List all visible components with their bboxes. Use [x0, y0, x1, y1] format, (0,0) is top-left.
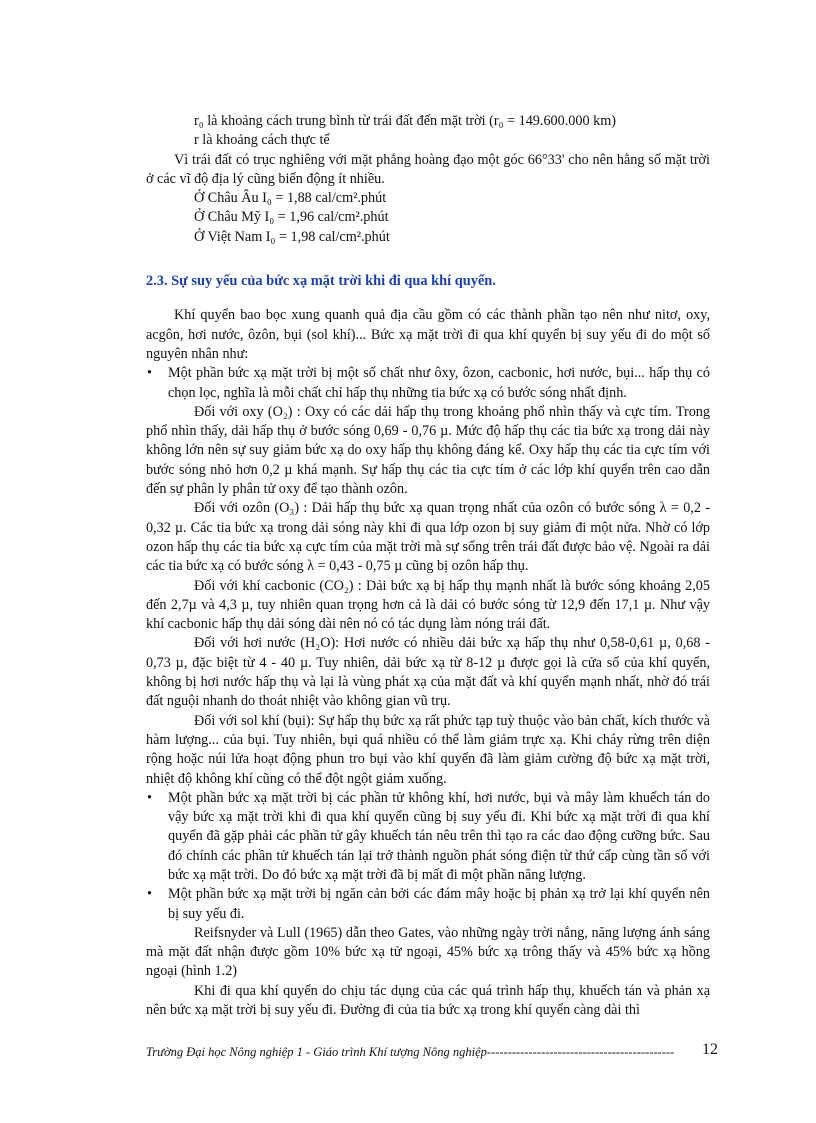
paragraph-path-length: Khi đi qua khí quyển do chịu tác dụng của các quá trình hấp thụ, khuếch tán và phản xạ nên bức xạ mặt trời bị suy yếu đi. Đường đi của tia bức xạ trong khí quyển càng dài thì	[146, 982, 710, 1019]
definition-r0: r₀ là khoảng cách trung bình từ trái đất đến mặt trời (r₀ = 149.600.000 km)	[194, 113, 616, 129]
bullet-dot: •	[147, 365, 152, 382]
bullet-dot: •	[147, 886, 152, 903]
paragraph-atmosphere: Khí quyển bao bọc xung quanh quả địa cầu gồm có các thành phần tạo nên như nitơ, oxy, acgôn, hơi nước, ôzôn, bụi (sol khí)... Bức xạ mặt trời đi qua khí quyển bị suy yếu đi do một số nguyên nhân như:	[146, 307, 710, 362]
paragraph-aerosol: Đối với sol khí (bụi): Sự hấp thụ bức xạ rất phức tạp tuỳ thuộc vào bản chất, kích thước và hàm lượng... của bụi. Tuy nhiên, bụi quá nhiều có thể làm giảm trực xạ. Khi cháy rừng trên diện rộng hoặc núi lửa hoạt động phun tro bụi vào khí quyển đã làm giảm cường độ bức xạ mặt trời, nhiệt độ không khí cũng có thể đột ngột giảm xuống.	[146, 712, 710, 787]
page-body	[146, 112, 710, 1020]
bullet-dot: •	[147, 789, 152, 806]
paragraph-co2: Đối với khí cacbonic (CO₂) : Dải bức xạ bị hấp thụ mạnh nhất là bước sóng khoảng 2,05 đến 2,7µ và 4,3 µ, tuy nhiên quan trọng hơn cả là dải có bước sóng từ 12,9 đến 17,1 µ. Như vậy khí cacbonic hấp thụ dải sóng dài nên nó có tác dụng làm nóng trái đất.	[146, 577, 710, 633]
paragraph-oxygen: Đối với oxy (O₂) : Oxy có các dải hấp thụ trong khoảng phổ nhìn thấy và cực tím. Trong phổ nhìn thấy, dải hấp thụ ở bước sóng 0,69 - 0,76 µ. Mức độ hấp thụ các tia bức xạ trong dải này không lớn nên sự suy giảm bức xạ do oxy hấp thụ không đáng kể. Oxy hấp thụ các tia cực tím với bước sóng nhỏ hơn 0,2 µ khá mạnh. Sự hấp thụ các tia cực tím ở các lớp khí quyển trên cao dẫn đến sự phân ly phân tử oxy để tạo thành ozôn.	[146, 403, 710, 498]
bullet-scattering	[146, 789, 710, 885]
definition-r: r là khoảng cách thực tế	[194, 132, 330, 149]
bullet-scattering-text: Một phần bức xạ mặt trời bị các phần tử không khí, hơi nước, bụi và mây làm khuếch tán do vậy bức xạ mặt trời khi đi qua khí quyển cũng bị suy yếu đi. Khi bức xạ mặt trời đi qua khí quyển đã gặp phải các phần tử gây khuếch tán nêu trên thì tạo ra các dao động cưỡng bức. Sau đó chính các phần tử khuếch tán lại trở thành nguồn phát sóng điện từ thứ cấp cùng tần số với bức xạ mặt trời. Do đó bức xạ mặt trời đã bị mất đi một phần năng lượng.	[168, 789, 710, 883]
bullet-clouds	[146, 885, 710, 924]
bullet-clouds-text: Một phần bức xạ mặt trời bị ngăn cản bởi các đám mây hoặc bị phản xạ trở lại khí quyển nên bị suy yếu đi.	[168, 886, 710, 922]
bullet-absorption	[146, 364, 710, 403]
footer-text: Trường Đại học Nông nghiệp 1 - Giáo trình Khí tượng Nông nghiệp---------------------------------------------	[146, 1045, 675, 1059]
constant-america: Ở Châu Mỹ I₀ = 1,96 cal/cm².phút	[194, 209, 389, 226]
bullet-absorption-text: Một phần bức xạ mặt trời bị một số chất như ôxy, ôzon, cacbonic, hơi nước, bụi... hấp thụ có chọn lọc, nghĩa là mỗi chất chỉ hấp thụ những tia bức xạ có bước sóng nhất định.	[168, 365, 710, 401]
page-number: 12	[702, 1041, 718, 1058]
paragraph-water-vapor: Đối với hơi nước (H₂O): Hơi nước có nhiều dải bức xạ hấp thụ như 0,58-0,61 µ, 0,68 - 0,73 µ, đặc biệt từ 4 - 40 µ. Tuy nhiên, dải bức xạ từ 8-12 µ được gọi là cửa sổ của khí quyển, không bị hơi nước hấp thụ và lại là vùng phát xạ của mặt đất và khí quyển mạnh nhất, nhờ đó trái đất nguội nhanh do thoát nhiệt vào không gian vũ trụ.	[146, 635, 710, 710]
page-footer	[146, 1040, 718, 1065]
paragraph-reifsnyder: Reifsnyder và Lull (1965) dẫn theo Gates, vào những ngày trời nắng, năng lượng ánh sáng mà mặt đất nhận được gồm 10% bức xạ tử ngoại, 45% bức xạ trông thấy và 45% bức xạ hồng ngoại (hình 1.2)	[146, 924, 710, 980]
constant-vietnam: Ở Việt Nam I₀ = 1,98 cal/cm².phút	[194, 228, 390, 245]
section-heading: 2.3. Sự suy yếu của bức xạ mặt trời khi đi qua khí quyển.	[146, 273, 496, 290]
constant-europe: Ở Châu Âu I₀ = 1,88 cal/cm².phút	[194, 190, 387, 207]
paragraph-tilt: Vì trái đất có trục nghiêng với mặt phẳng hoàng đạo một góc 66°33' cho nên hằng số mặt trời ở các vĩ độ địa lý cũng biến động ít nhiều.	[146, 151, 710, 187]
paragraph-ozone: Đối với ozôn (O₃) : Dải hấp thụ bức xạ quan trọng nhất của ozôn có bước sóng λ = 0,2 - 0,32 µ. Các tia bức xạ trong dải sóng này khi đi qua lớp ozon bị suy giảm đi một nửa. Nhờ có lớp ozon hấp thụ các tia bức xạ cực tím của mặt trời mà sự sống trên trái đất được bảo vệ. Ngoài ra dải các tia bức xạ có bước sóng λ = 0,43 - 0,75 µ cũng bị ozôn hấp thụ.	[146, 500, 710, 575]
